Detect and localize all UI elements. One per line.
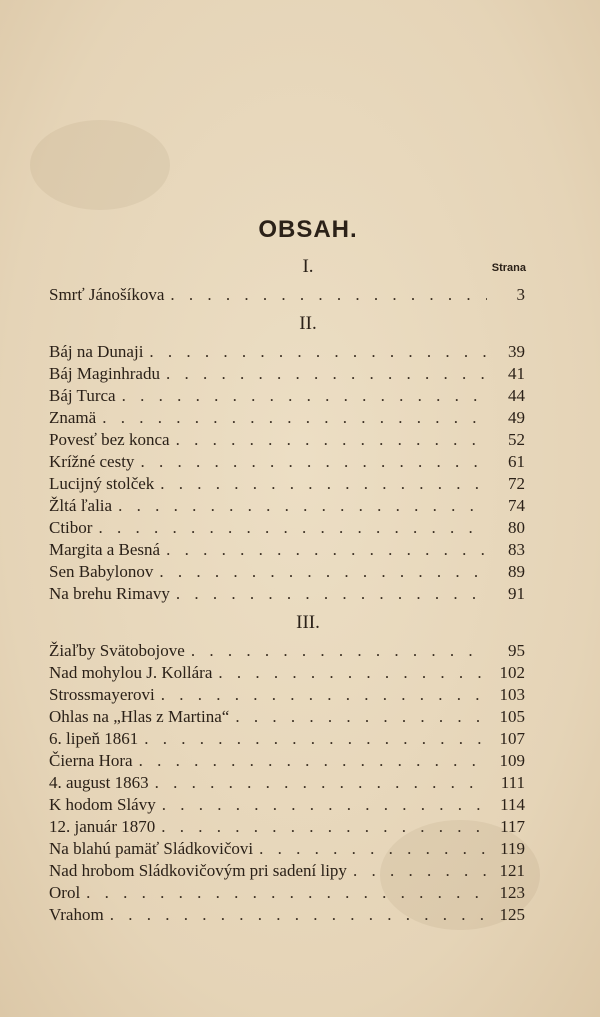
entry-title: 12. január 1870 [49, 817, 156, 836]
page-title: OBSAH. [258, 216, 358, 243]
toc-entry [49, 341, 525, 363]
entry-page: 89 [508, 562, 525, 581]
entry-page: 119 [500, 839, 525, 858]
entry-page: 49 [508, 408, 525, 427]
section-numeral-1: I. [302, 256, 314, 277]
leader-dots [259, 838, 487, 860]
entry-page: 111 [500, 773, 525, 792]
toc-entry [49, 517, 525, 539]
paper-stain [30, 120, 170, 210]
entry-title: Smrť Jánošíkova [49, 285, 165, 304]
entry-title: Nad mohylou J. Kollára [49, 663, 213, 682]
entry-title: Znamä [49, 408, 97, 427]
toc-entry [49, 473, 525, 495]
strana-column-label: Strana [491, 262, 526, 274]
entry-title: 6. lipeň 1861 [49, 729, 139, 748]
entry-page: 44 [508, 386, 525, 405]
toc-entry [49, 860, 525, 882]
entry-page: 105 [499, 707, 525, 726]
toc-entry [49, 706, 525, 728]
entry-page: 123 [499, 883, 525, 902]
leader-dots [102, 407, 487, 429]
section-numeral-3: III. [296, 612, 320, 633]
entry-title: Na blahú pamäť Sládkovičovi [49, 839, 254, 858]
entry-title: Margita a Besná [49, 540, 161, 559]
toc-entry [49, 583, 525, 605]
entry-page: 41 [508, 364, 525, 383]
entry-page: 117 [500, 817, 525, 836]
entry-title: Ohlas na „Hlas z Martina“ [49, 707, 230, 726]
toc-entry [49, 284, 525, 306]
leader-dots [218, 662, 487, 684]
entry-page: 72 [508, 474, 525, 493]
toc-entry [49, 750, 525, 772]
leader-dots [161, 816, 487, 838]
leader-dots [160, 473, 487, 495]
entry-title: Žltá ľalia [49, 496, 113, 515]
leader-dots [166, 363, 487, 385]
toc-entry [49, 882, 525, 904]
leader-dots [98, 517, 487, 539]
entry-title: 4. august 1863 [49, 773, 149, 792]
entry-page: 114 [500, 795, 525, 814]
entry-title: Báj na Dunaji [49, 342, 144, 361]
entry-title: Ctibor [49, 518, 93, 537]
toc-entry [49, 662, 525, 684]
toc-entry [49, 728, 525, 750]
entry-title: Báj Maginhradu [49, 364, 160, 383]
section-1-list [49, 284, 525, 306]
leader-dots [161, 684, 487, 706]
toc-entry [49, 684, 525, 706]
entry-page: 61 [508, 452, 525, 471]
entry-page: 80 [508, 518, 525, 537]
entry-page: 39 [508, 342, 525, 361]
toc-entry [49, 904, 525, 926]
toc-entry [49, 429, 525, 451]
entry-page: 52 [508, 430, 525, 449]
leader-dots [122, 385, 487, 407]
toc-entry [49, 363, 525, 385]
entry-page: 125 [499, 905, 525, 924]
toc-entry [49, 385, 525, 407]
entry-page: 121 [499, 861, 525, 880]
entry-page: 107 [499, 729, 525, 748]
toc-entry [49, 407, 525, 429]
toc-entry [49, 772, 525, 794]
toc-entry [49, 838, 525, 860]
entry-title: Žiaľby Svätobojove [49, 641, 185, 660]
entry-title: Čierna Hora [49, 751, 133, 770]
entry-title: Sen Babylonov [49, 562, 154, 581]
toc-entry [49, 816, 525, 838]
entry-page: 109 [499, 751, 525, 770]
leader-dots [176, 583, 487, 605]
entry-title: Na brehu Rimavy [49, 584, 170, 603]
leader-dots [118, 495, 487, 517]
toc-entry [49, 561, 525, 583]
leader-dots [162, 794, 487, 816]
section-2-list [49, 341, 525, 605]
leader-dots [110, 904, 487, 926]
toc-entry [49, 640, 525, 662]
leader-dots [235, 706, 487, 728]
leader-dots [86, 882, 487, 904]
entry-title: Orol [49, 883, 81, 902]
leader-dots [149, 341, 487, 363]
entry-title: K hodom Slávy [49, 795, 156, 814]
leader-dots [170, 284, 487, 306]
entry-title: Strossmayerovi [49, 685, 155, 704]
leader-dots [155, 772, 487, 794]
entry-title: Nad hrobom Sládkovičovým pri sadení lipy [49, 861, 347, 880]
toc-entry [49, 539, 525, 561]
leader-dots [166, 539, 487, 561]
toc-entry [49, 451, 525, 473]
entry-title: Povesť bez konca [49, 430, 170, 449]
entry-page: 91 [508, 584, 525, 603]
leader-dots [353, 860, 487, 882]
entry-page: 102 [499, 663, 525, 682]
section-3-list [49, 640, 525, 926]
toc-entry [49, 495, 525, 517]
toc-entry [49, 794, 525, 816]
entry-page: 74 [508, 496, 525, 515]
entry-page: 3 [516, 285, 525, 304]
entry-page: 103 [499, 685, 525, 704]
entry-title: Lucijný stolček [49, 474, 155, 493]
leader-dots [139, 750, 487, 772]
leader-dots [191, 640, 487, 662]
leader-dots [144, 728, 487, 750]
entry-title: Báj Turca [49, 386, 116, 405]
leader-dots [159, 561, 487, 583]
section-numeral-2: II. [299, 313, 317, 334]
entry-page: 83 [508, 540, 525, 559]
leader-dots [176, 429, 487, 451]
entry-title: Krížné cesty [49, 452, 135, 471]
leader-dots [140, 451, 487, 473]
entry-title: Vrahom [49, 905, 104, 924]
entry-page: 95 [508, 641, 525, 660]
